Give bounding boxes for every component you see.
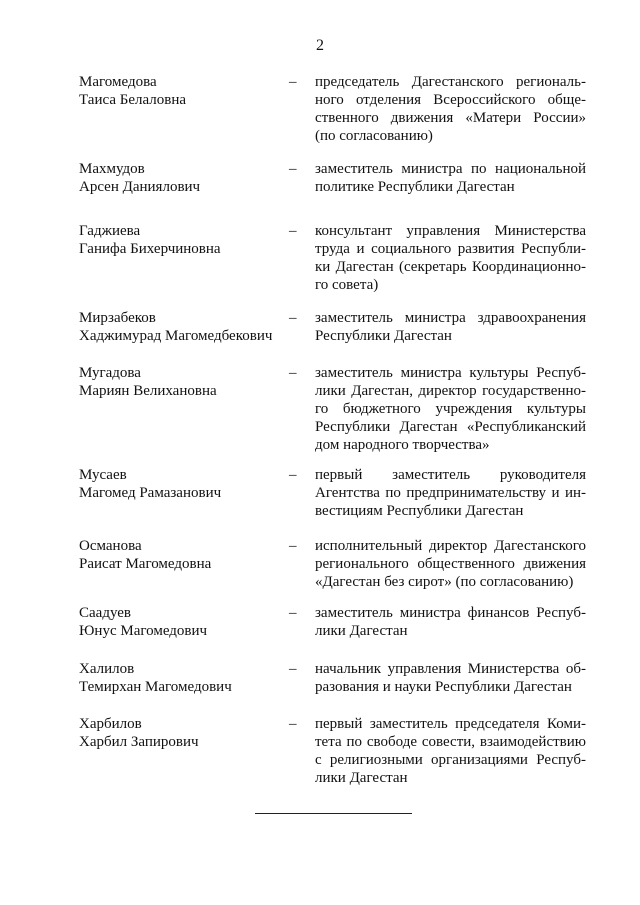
- member-given-names: Харбил Запирович: [79, 734, 199, 750]
- member-name: [79, 222, 279, 258]
- member-surname: Османова: [79, 538, 142, 554]
- member-name: [79, 73, 279, 109]
- member-name: [79, 466, 279, 502]
- end-rule: [255, 813, 412, 814]
- position-line: первый заместитель председателя Коми-: [315, 716, 586, 732]
- position-line: ного отделения Всероссийского обще-: [315, 92, 586, 108]
- entry-dash: –: [289, 310, 297, 326]
- member-given-names: Таиса Белаловна: [79, 92, 187, 108]
- entry-dash: –: [289, 161, 297, 177]
- member-position: [315, 660, 586, 696]
- entry-dash: –: [289, 661, 297, 677]
- position-line: заместитель министра культуры Респуб-: [315, 365, 586, 381]
- member-name: [79, 715, 279, 751]
- member-given-names: Хаджимурад Магомедбекович: [79, 328, 273, 344]
- member-given-names: Раисат Магомедовна: [79, 556, 212, 572]
- entry-dash: –: [289, 223, 297, 239]
- position-line: лики Дагестан: [315, 770, 408, 786]
- position-line: политике Республики Дагестан: [315, 179, 515, 195]
- entry-dash: –: [289, 605, 297, 621]
- member-position: [315, 537, 586, 591]
- member-position: [315, 466, 586, 520]
- entry-dash: –: [289, 365, 297, 381]
- page-number: 2: [316, 37, 324, 54]
- position-line: Агентства по предпринимательству и ин-: [315, 485, 586, 501]
- member-surname: Мусаев: [79, 467, 127, 483]
- member-name: [79, 660, 279, 696]
- position-line: консультант управления Министерства: [315, 223, 586, 239]
- member-surname: Харбилов: [79, 716, 142, 732]
- member-position: [315, 222, 586, 294]
- member-position: [315, 309, 586, 345]
- position-line: председатель Дагестанского региональ-: [315, 74, 586, 90]
- position-line: заместитель министра здравоохранения: [315, 310, 586, 326]
- entry-dash: –: [289, 74, 297, 90]
- position-line: с религиозными организациями Респуб-: [315, 752, 586, 768]
- position-line: начальник управления Министерства об-: [315, 661, 586, 677]
- member-name: [79, 160, 279, 196]
- position-line: дом народного творчества»: [315, 437, 490, 453]
- member-surname: Махмудов: [79, 161, 145, 177]
- member-surname: Мугадова: [79, 365, 141, 381]
- member-name: [79, 309, 279, 345]
- member-surname: Мирзабеков: [79, 310, 156, 326]
- entry-dash: –: [289, 538, 297, 554]
- member-given-names: Арсен Даниялович: [79, 179, 201, 195]
- member-given-names: Ганифа Бихерчиновна: [79, 241, 221, 257]
- position-line: труда и социального развития Республи-: [315, 241, 586, 257]
- position-line: лики Дагестан: [315, 623, 408, 639]
- member-given-names: Мариян Велихановна: [79, 383, 217, 399]
- member-position: [315, 73, 586, 145]
- member-given-names: Магомед Рамазанович: [79, 485, 222, 501]
- member-name: [79, 604, 279, 640]
- position-line: тета по свободе совести, взаимодействию: [315, 734, 586, 750]
- position-line: ственного движения «Матери России»: [315, 110, 586, 126]
- member-name: [79, 364, 279, 400]
- position-line: первый заместитель руководителя: [315, 467, 586, 483]
- member-given-names: Юнус Магомедович: [79, 623, 208, 639]
- position-line: исполнительный директор Дагестанского: [315, 538, 586, 554]
- position-line: разования и науки Республики Дагестан: [315, 679, 572, 695]
- member-position: [315, 160, 586, 196]
- member-surname: Саадуев: [79, 605, 131, 621]
- member-position: [315, 364, 586, 454]
- entry-dash: –: [289, 716, 297, 732]
- member-name: [79, 537, 279, 573]
- position-line: (по согласованию): [315, 128, 433, 144]
- member-surname: Магомедова: [79, 74, 157, 90]
- position-line: вестициям Республики Дагестан: [315, 503, 524, 519]
- member-given-names: Темирхан Магомедович: [79, 679, 232, 695]
- position-line: Республики Дагестан: [315, 328, 452, 344]
- position-line: Республики Дагестан «Республиканский: [315, 419, 586, 435]
- position-line: го бюджетного учреждения культуры: [315, 401, 586, 417]
- position-line: регионального общественного движения: [315, 556, 586, 572]
- position-line: заместитель министра финансов Респуб-: [315, 605, 586, 621]
- member-surname: Гаджиева: [79, 223, 141, 239]
- position-line: «Дагестан без сирот» (по согласованию): [315, 574, 574, 590]
- member-surname: Халилов: [79, 661, 135, 677]
- entry-dash: –: [289, 467, 297, 483]
- position-line: лики Дагестан, директор государственно-: [315, 383, 586, 399]
- position-line: ки Дагестан (секретарь Координационно-: [315, 259, 586, 275]
- position-line: го совета): [315, 277, 379, 293]
- member-position: [315, 604, 586, 640]
- position-line: заместитель министра по национальной: [315, 161, 586, 177]
- member-position: [315, 715, 586, 787]
